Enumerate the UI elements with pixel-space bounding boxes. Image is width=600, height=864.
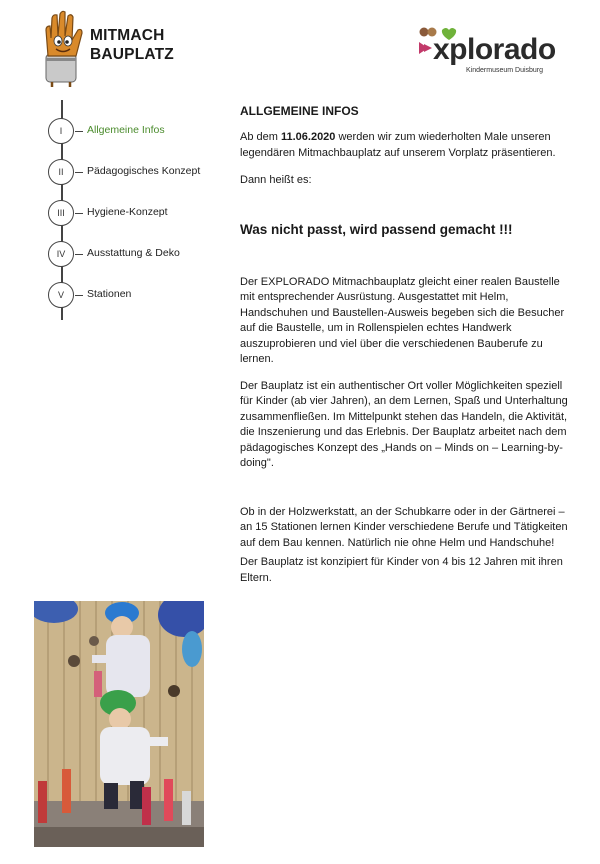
paragraph-2: Der Bauplatz ist ein authentischer Ort voller Möglichkeiten speziell für Kinder (ab vier Jahren), an dem Lernen, Spaß und Unterhaltung zusammenfließen. Im Mittelpunkt stehen das Handeln, die Aktivität, die Inszenierung und das Erlebnis. Der Bauplatz arbeitet nach dem pädagogisches Konzept des „Hands on – Minds on – Learning-by-doing". <box>240 379 568 469</box>
section-heading: ALLGEMEINE INFOS <box>240 104 359 118</box>
nav-label: Pädagogisches Konzept <box>87 165 201 177</box>
nav-item-hygiene-konzept[interactable] <box>48 200 233 228</box>
paragraph-1: Der EXPLORADO Mitmachbauplatz gleicht einer realen Baustelle mit entsprechender Ausrüstung. Ausgestattet mit Helm, Handschuhen und Baustellen-Ausweis begeben sich die Besucher auf die Baustelle, um in Rollenspielen echtes Handwerk auszuprobieren und viel über die verschiedenen Bauberufe zu lernen. <box>240 275 565 365</box>
intro-paragraph <box>240 130 570 161</box>
nav-label: Stationen <box>87 288 132 300</box>
nav-item-ausstattung-deko[interactable] <box>48 241 233 269</box>
nav-numeral: IV <box>48 241 74 267</box>
intro-after: werden wir zum wiederholten Male unseren legendären Mitmachbauplatz auf unserem Vorplatz präsentieren. <box>240 131 556 159</box>
nav-item-paedagogisches-konzept[interactable] <box>48 159 233 187</box>
nav-tick <box>75 172 83 173</box>
lead-text: Dann heißt es: <box>240 174 312 186</box>
nav-numeral: II <box>48 159 74 185</box>
nav-numeral: I <box>48 118 74 144</box>
nav-item-allgemeine-infos[interactable] <box>48 118 233 146</box>
nav-label: Ausstattung & Deko <box>87 247 180 259</box>
nav-numeral: V <box>48 282 74 308</box>
nav-tick <box>75 254 83 255</box>
museum-name: xplorado <box>433 33 556 66</box>
paragraph-4: Der Bauplatz ist konzipiert für Kinder von 4 bis 12 Jahren mit ihren Eltern. <box>240 556 563 584</box>
section-nav <box>30 100 220 330</box>
nav-tick <box>75 295 83 296</box>
nav-numeral: III <box>48 200 74 226</box>
nav-tick <box>75 131 83 132</box>
construction-glove-mascot-icon <box>38 8 86 88</box>
brand-line-2: BAUPLATZ <box>90 46 174 63</box>
main-content <box>240 104 570 586</box>
museum-subtitle: Kindermuseum Duisburg <box>466 67 544 74</box>
paragraph-3: Ob in der Holzwerkstatt, an der Schubkarre oder in der Gärtnerei – an 15 Stationen lernen Kinder verschiedene Berufe und Tätigkeiten auf dem Bau kennen. Natürlich nie ohne Helm und Handschuhe! <box>240 505 568 549</box>
nav-label: Allgemeine Infos <box>87 124 165 136</box>
intro-date: 11.06.2020 <box>280 131 336 143</box>
nav-label: Hygiene-Konzept <box>87 206 168 218</box>
intro-before: Ab dem <box>240 131 281 143</box>
brand-line-1: MITMACH <box>90 27 165 44</box>
children-painting-photo <box>34 601 204 847</box>
nav-item-stationen[interactable] <box>48 282 233 310</box>
nav-tick <box>75 213 83 214</box>
slogan: Was nicht passt, wird passend gemacht !!! <box>240 221 513 237</box>
brand-title <box>90 26 174 64</box>
